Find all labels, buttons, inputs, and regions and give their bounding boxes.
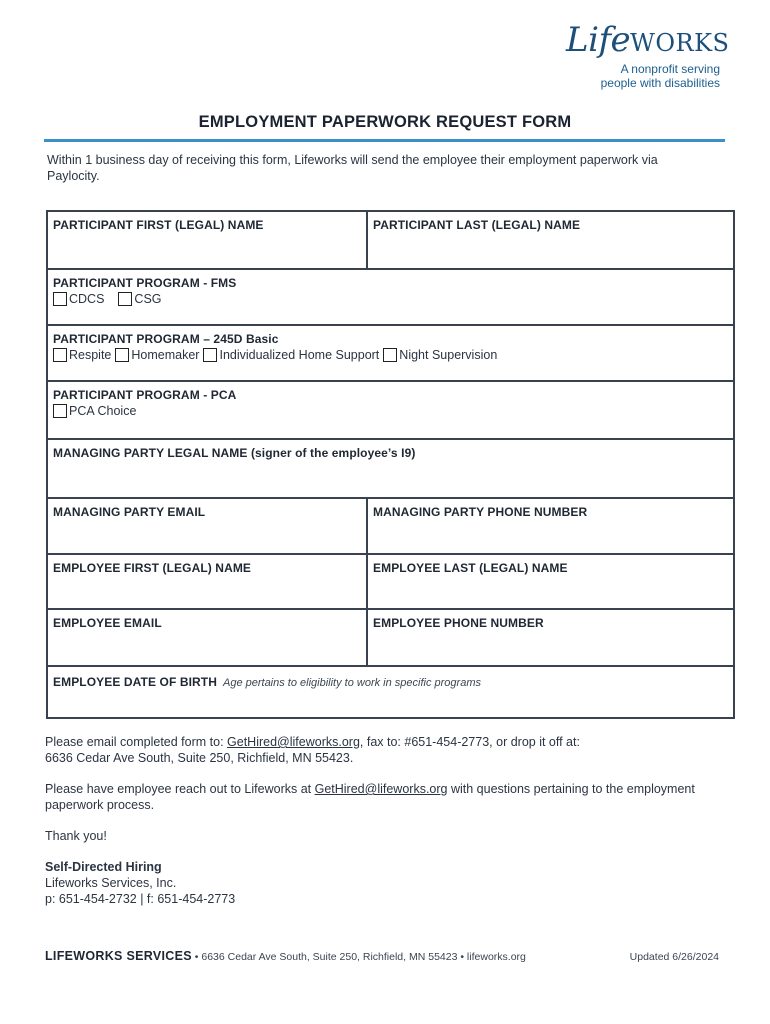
option-cdcs[interactable]: CDCS [53, 292, 104, 306]
thank-you: Thank you! [45, 829, 107, 843]
program-pca-cell: PARTICIPANT PROGRAM - PCA PCA Choice [47, 381, 734, 439]
footer-address: • 6636 Cedar Ave South, Suite 250, Richfield, MN 55423 • lifeworks.org [191, 951, 526, 963]
lifeworks-logo [566, 20, 730, 94]
email-link[interactable]: GetHired@lifeworks.org [227, 735, 360, 749]
employee-last-name-field[interactable]: EMPLOYEE LAST (LEGAL) NAME [367, 554, 734, 609]
participant-first-name-field[interactable]: PARTICIPANT FIRST (LEGAL) NAME [47, 211, 367, 269]
title-divider [44, 139, 725, 142]
intro-text: Within 1 business day of receiving this form, Lifeworks will send the employee their employment paperwork via Paylocity. [47, 153, 658, 183]
employee-dob-field[interactable]: EMPLOYEE DATE OF BIRTH Age pertains to eligibility to work in specific programs [47, 666, 734, 718]
managing-party-name-field[interactable]: MANAGING PARTY LEGAL NAME (signer of the employee’s I9) [47, 439, 734, 498]
contact-email-link[interactable]: GetHired@lifeworks.org [314, 782, 448, 796]
participant-last-name-field[interactable]: PARTICIPANT LAST (LEGAL) NAME [367, 211, 734, 269]
respite-checkbox[interactable] [53, 348, 67, 362]
option-individualized-home-support[interactable]: Individualized Home Support [203, 348, 379, 362]
program-245d-cell: PARTICIPANT PROGRAM – 245D Basic Respite Homemaker Individualized Home Support Night Supervision [47, 325, 734, 381]
contact-instructions: Please have employee reach out to Lifeworks at GetHired@lifeworks.org with questions pertaining to the employment paperwork process. [45, 782, 695, 812]
night-supervision-checkbox[interactable] [383, 348, 397, 362]
page-footer [45, 949, 725, 963]
individualized-home-support-checkbox[interactable] [203, 348, 217, 362]
option-night-supervision[interactable]: Night Supervision [383, 348, 497, 362]
page-title: EMPLOYMENT PAPERWORK REQUEST FORM [198, 113, 572, 131]
employee-email-field[interactable]: EMPLOYEE EMAIL [47, 609, 367, 666]
managing-party-phone-field[interactable]: MANAGING PARTY PHONE NUMBER [367, 498, 734, 554]
employee-first-name-field[interactable]: EMPLOYEE FIRST (LEGAL) NAME [47, 554, 367, 609]
option-homemaker[interactable]: Homemaker [115, 348, 199, 362]
program-fms-cell: PARTICIPANT PROGRAM - FMS CDCS CSG [47, 269, 734, 325]
employee-phone-field[interactable]: EMPLOYEE PHONE NUMBER [367, 609, 734, 666]
footer-brand: LIFEWORKS SERVICES [45, 949, 192, 963]
dob-note: Age pertains to eligibility to work in specific programs [222, 677, 481, 689]
homemaker-checkbox[interactable] [115, 348, 129, 362]
cdcs-checkbox[interactable] [53, 292, 67, 306]
csg-checkbox[interactable] [118, 292, 132, 306]
instructions [45, 734, 725, 907]
request-form-table [46, 210, 735, 719]
option-csg[interactable]: CSG [118, 292, 161, 306]
submission-instructions: Please email completed form to: GetHired@lifeworks.org, fax to: #651-454-2773, or drop it off at: 6636 Cedar Ave South, Suite 250, Richfield, MN 55423. [45, 735, 580, 765]
option-pca-choice[interactable]: PCA Choice [53, 404, 136, 418]
signature-block: Self-Directed Hiring Lifeworks Services, Inc. p: 651-454-2732 | f: 651-454-2773 [45, 860, 236, 906]
logo-tagline: A nonprofit serving people with disabilities [600, 62, 720, 90]
managing-party-email-field[interactable]: MANAGING PARTY EMAIL [47, 498, 367, 554]
pca-choice-checkbox[interactable] [53, 404, 67, 418]
updated-date: Updated 6/26/2024 [629, 951, 719, 963]
logo-wordmark: LifeWORKS [566, 20, 730, 60]
option-respite[interactable]: Respite [53, 348, 111, 362]
